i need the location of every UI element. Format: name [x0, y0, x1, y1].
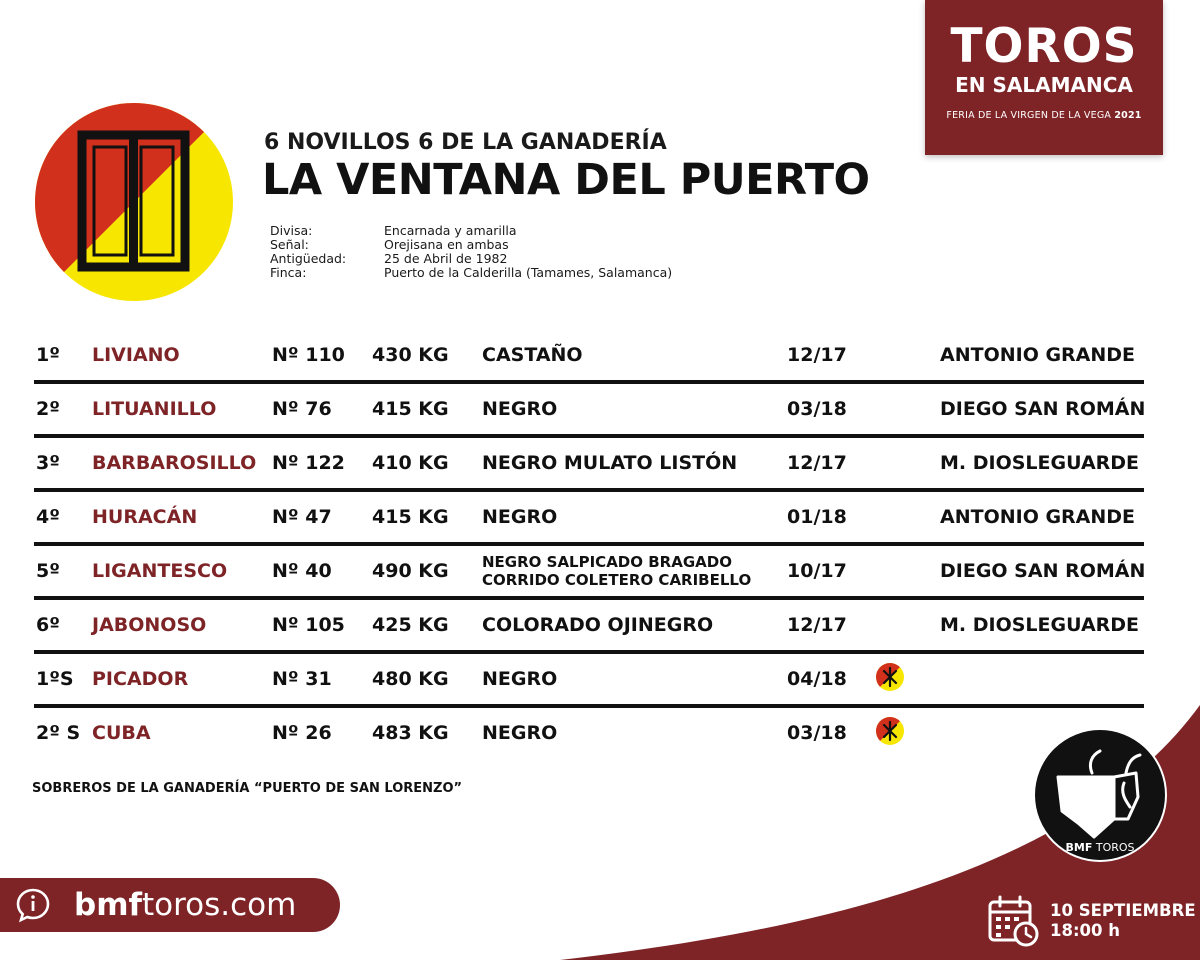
capa-line: NEGRO: [482, 668, 558, 690]
bull-birth-date: 01/18: [787, 506, 847, 528]
bull-name: LITUANILLO: [92, 398, 217, 420]
bull-capa: [482, 668, 557, 690]
torero-name: M. DIOSLEGUARDE: [940, 614, 1140, 636]
capa-line: COLORADO OJINEGRO: [482, 614, 714, 636]
bull-order: 2º: [36, 398, 60, 420]
website-link[interactable]: [0, 878, 340, 932]
bull-number: Nº 40: [272, 560, 332, 582]
sobreros-note: SOBREROS DE LA GANADERÍA “PUERTO DE SAN LORENZO”: [32, 781, 463, 796]
bmf-toros-logo: [1032, 727, 1168, 863]
bull-order: 6º: [36, 614, 60, 636]
bull-weight: 415 KG: [372, 506, 449, 528]
bull-name: CUBA: [92, 722, 151, 744]
bull-birth-date: 03/18: [787, 398, 847, 420]
bull-weight: 483 KG: [372, 722, 449, 744]
bull-birth-date: 12/17: [787, 452, 847, 474]
bull-row: [34, 384, 1144, 438]
info-label: Antigüedad:: [270, 251, 347, 266]
bull-birth-date: 12/17: [787, 614, 847, 636]
bull-row: [34, 330, 1144, 384]
bull-weight: 480 KG: [372, 668, 449, 690]
bull-weight: 410 KG: [372, 452, 449, 474]
bull-number: Nº 122: [272, 452, 345, 474]
info-row: [270, 266, 672, 280]
bull-number: Nº 26: [272, 722, 332, 744]
bull-capa: [482, 506, 557, 528]
bull-number: Nº 31: [272, 668, 332, 690]
bull-name: BARBAROSILLO: [92, 452, 257, 474]
capa-line: CASTAÑO: [482, 344, 583, 366]
bull-number: Nº 105: [272, 614, 345, 636]
bull-weight: 415 KG: [372, 398, 449, 420]
bull-order: 1ºS: [36, 668, 74, 690]
torero-name: DIEGO SAN ROMÁN: [940, 398, 1146, 420]
divisa-icon: [875, 662, 905, 697]
bull-capa: [482, 344, 583, 366]
info-label: Señal:: [270, 237, 309, 252]
capa-line: NEGRO MULATO LISTÓN: [482, 452, 738, 474]
torero-name: M. DIOSLEGUARDE: [940, 452, 1140, 474]
divisa-icon: [875, 716, 905, 751]
info-value: Puerto de la Calderilla (Tamames, Salamanca): [384, 265, 673, 280]
capa-line: NEGRO: [482, 398, 558, 420]
bull-birth-date: 12/17: [787, 344, 847, 366]
bull-row: [34, 438, 1144, 492]
bull-capa: [482, 398, 557, 420]
bull-capa: [482, 452, 737, 474]
logo-label-bold: BMF: [1065, 841, 1093, 854]
event-day: 10 SEPTIEMBRE: [1050, 901, 1196, 920]
info-label: Divisa:: [270, 223, 313, 238]
info-row: [270, 238, 672, 252]
ganaderia-divisa-logo: [34, 102, 234, 302]
bull-weight: 490 KG: [372, 560, 449, 582]
bull-name: LIVIANO: [92, 344, 180, 366]
bull-row: [34, 708, 1144, 762]
info-row: [270, 252, 672, 266]
bull-row: [34, 600, 1144, 654]
info-value: Orejisana en ambas: [384, 237, 509, 252]
info-row: [270, 224, 672, 238]
brand-title: TOROS: [950, 19, 1138, 74]
bull-birth-date: 10/17: [787, 560, 847, 582]
bull-capa: [482, 553, 751, 589]
event-time: 18:00 h: [1050, 921, 1121, 940]
info-value: 25 de Abril de 1982: [384, 251, 508, 266]
capa-line: NEGRO: [482, 722, 558, 744]
info-label: Finca:: [270, 265, 307, 280]
bull-order: 2º S: [36, 722, 81, 744]
header-pretitle: 6 NOVILLOS 6 DE LA GANADERÍA: [264, 130, 667, 155]
bull-name: HURACÁN: [92, 506, 198, 528]
info-value: Encarnada y amarilla: [384, 223, 517, 238]
bull-capa: [482, 722, 557, 744]
bull-order: 1º: [36, 344, 60, 366]
event-date: [986, 894, 1196, 948]
bull-row: [34, 546, 1144, 600]
bull-weight: 425 KG: [372, 614, 449, 636]
svg-text:BMF TOROS: [1065, 841, 1134, 854]
brand-subtitle: EN SALAMANCA: [955, 73, 1133, 97]
bull-name: PICADOR: [92, 668, 189, 690]
capa-line: CORRIDO COLETERO CARIBELLO: [482, 571, 752, 589]
bull-name: JABONOSO: [92, 614, 207, 636]
logo-label: TOROS: [1095, 841, 1135, 854]
bull-number: Nº 110: [272, 344, 345, 366]
bull-name: LIGANTESCO: [92, 560, 228, 582]
info-icon: [14, 886, 52, 924]
bull-weight: 430 KG: [372, 344, 449, 366]
bull-number: Nº 47: [272, 506, 332, 528]
torero-name: ANTONIO GRANDE: [940, 506, 1136, 528]
date-text: [1050, 901, 1196, 941]
ganaderia-info: [270, 224, 672, 280]
bull-capa: [482, 614, 713, 636]
capa-line: NEGRO SALPICADO BRAGADO: [482, 553, 732, 571]
bull-row: [34, 654, 1144, 708]
bull-birth-date: 03/18: [787, 722, 847, 744]
bull-order: 4º: [36, 506, 60, 528]
brand-feria: FERIA DE LA VIRGEN DE LA VEGA 2021: [946, 110, 1142, 121]
website-text: bmftoros.com: [74, 887, 297, 923]
calendar-clock-icon: [986, 894, 1040, 948]
torero-name: ANTONIO GRANDE: [940, 344, 1136, 366]
bull-number: Nº 76: [272, 398, 332, 420]
bull-order: 3º: [36, 452, 60, 474]
bull-order: 5º: [36, 560, 60, 582]
ganaderia-title: LA VENTANA DEL PUERTO: [262, 155, 870, 205]
event-brand-box: [925, 0, 1163, 155]
bull-birth-date: 04/18: [787, 668, 847, 690]
capa-line: NEGRO: [482, 506, 558, 528]
torero-name: DIEGO SAN ROMÁN: [940, 560, 1146, 582]
bulls-table: [34, 330, 1144, 762]
bull-row: [34, 492, 1144, 546]
